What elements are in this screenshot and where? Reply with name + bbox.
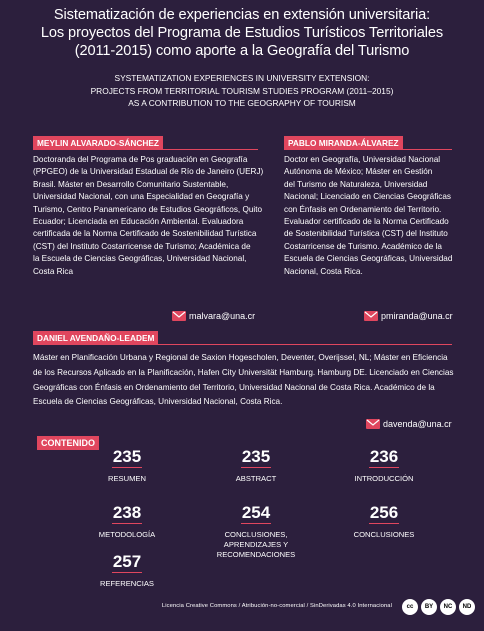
author-bio-3: Máster en Planificación Urbana y Regional de Saxion Hogescholen, Deventer, Overijssel, NL; Máster en Eficiencia de los Recursos Aplicado en la Planificación, Hafen City Universität Hamburg. Hamburg DE. Licenciado en Ciencias Geográficas con Énfasis en Ordenamiento del Territorio, Universidad Nacional de Costa Rica. Académico de la Escuela de Ciencias Geográficas, Universidad Nacional, Costa Rica. [33, 353, 454, 407]
license-text[interactable]: Licencia Creative Commons / Atribución-no-comercial / SinDerivadas 4.0 Internacional [161, 603, 392, 609]
cc-icon: cc [401, 598, 419, 616]
author-name-2: PABLO MIRANDA-ÁLVAREZ [284, 136, 403, 150]
envelope-icon [364, 311, 378, 321]
envelope-icon [366, 419, 380, 429]
author-rule-2 [284, 149, 452, 150]
nd-icon: ND [458, 598, 476, 616]
contents-item-abstract[interactable]: 235 ABSTRACT [235, 447, 277, 484]
author-bio-2: Doctor en Geografía, Universidad Nacional Autónoma de México; Máster en Gestión del Turismo de Naturaleza, Universidad Nacional; Licenciado en Ciencias Geográficas con Énfasis en Ordenamiento del Territorio. Evaluador certificado de la Norma Certificado de Sostenibilidad Turística (CST) del Instituto Costarricense de Turismo. Académico de la Escuela de Ciencias Geográficas, Universidad Nacional, Costa Rica. [284, 155, 453, 276]
author-name-3: DANIEL AVENDAÑO-LEADEM [33, 331, 158, 345]
contents-label: CONTENIDO [37, 436, 99, 450]
author-bio-1: Doctoranda del Programa de Pos graduación en Geografía (PPGEO) de la Universidad Estadual de Río de Janeiro (UERJ) Brasil. Máster en Desarrollo Comunitario Sustentable, Universidad Nacional, con una Especialidad en Geografía y Turismo, Centro Panamericano de Estudios Geográficos, Quito Ecuador; Licenciada en Educación Ambiental. Evaluadora certificada de la Norma Certificado de Sostenibilidad Turística (CST) del Instituto Costarricense de Turismo; Académica de la Escuela de Ciencias Geográficas, Universidad Nacional, Costa Rica [33, 155, 264, 276]
nc-icon: NC [439, 598, 457, 616]
contents-item-referencias[interactable]: 257 REFERENCIAS [99, 552, 154, 589]
contents-item-introduccion[interactable]: 236 INTRODUCCIÓN [354, 447, 414, 484]
envelope-icon [172, 311, 186, 321]
author-name-1: MEYLIN ALVARADO-SÁNCHEZ [33, 136, 163, 150]
by-icon: BY [420, 598, 438, 616]
contents-item-metodologia[interactable]: 238 METODOLOGÍA [98, 503, 156, 540]
author-rule-1 [33, 149, 258, 150]
creative-commons-badge[interactable] [401, 598, 476, 616]
author-email-1[interactable]: malvara@una.cr [172, 311, 255, 321]
author-email-3[interactable]: davenda@una.cr [366, 419, 452, 429]
article-title: Sistematización de experiencias en extensión universitaria: Los proyectos del Programa de Estudios Turísticos Territoriales (2011-2015) como aporte a la Geografía del Turismo [40, 7, 444, 59]
contents-item-resumen[interactable]: 235 RESUMEN [108, 447, 146, 484]
contents-item-conclusiones-aprendizajes[interactable]: 254 CONCLUSIONES, APRENDIZAJES Y RECOMENDACIONES [216, 503, 296, 560]
contents-item-conclusiones[interactable]: 256 CONCLUSIONES [353, 503, 415, 540]
author-rule-3 [33, 344, 452, 345]
author-email-2[interactable]: pmiranda@una.cr [364, 311, 453, 321]
article-subtitle-en: SYSTEMATIZATION EXPERIENCES IN UNIVERSITY EXTENSION: PROJECTS FROM TERRITORIAL TOURISM STUDIES PROGRAM (2011–2015) AS A CONTRIBUTION TO THE GEOGRAPHY OF TOURISM [90, 73, 394, 108]
